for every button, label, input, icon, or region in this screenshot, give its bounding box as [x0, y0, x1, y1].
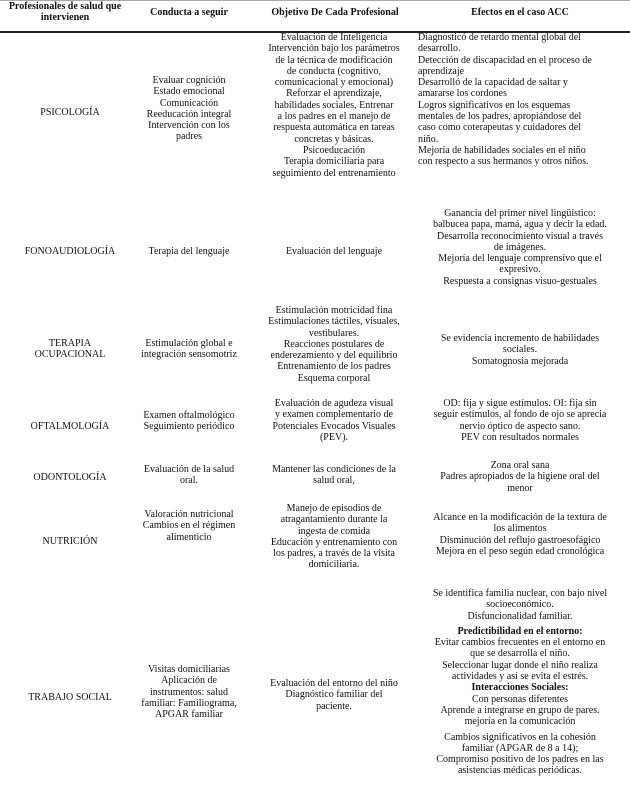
cell-line: Logros significativos en los esquemas: [418, 99, 571, 111]
cell-line: aprendizaje: [418, 65, 465, 77]
cell-objective: [258, 32, 410, 183]
cell-line: amararse los cordones: [418, 88, 507, 100]
cell-conduct: [130, 75, 248, 147]
cell-line: Seleccionar lugar donde el niño realiza: [442, 659, 598, 671]
cell-line: familiar (APGAR de 8 a 14);: [461, 742, 579, 754]
cell-line: expresivo.: [499, 264, 541, 276]
cell-effects: [414, 588, 626, 781]
cell-line: Evaluación de agudeza visual: [274, 398, 394, 409]
cell-line: Esquema corporal: [297, 372, 371, 384]
cell-group: [414, 588, 626, 622]
cell-line: mentales de los padres, apropiándose del: [418, 111, 582, 123]
cell-objective: [258, 305, 410, 388]
cell-line: Diagnosticó de retardo mental global del: [418, 32, 582, 43]
cell-line: Somatognosia mejorada: [471, 355, 569, 367]
cell-line: Entrenamiento de los padres: [277, 361, 391, 373]
cell-line: desarrollo.: [418, 43, 461, 55]
cell-group: [414, 626, 626, 728]
cell-line: los alimentos: [493, 523, 547, 535]
cell-line: Valoración nutricional: [144, 509, 234, 520]
cell-line: asistencias médicas periódicas.: [457, 765, 583, 777]
cell-line: Manejo de episodios de: [286, 503, 382, 514]
cell-line: Reacciones postulares de: [283, 338, 385, 350]
cell-line: Respuesta a consignas visuo-gestuales: [443, 275, 597, 287]
cell-line: Interacciones Sociales:: [471, 682, 569, 694]
cell-line: Reforzar el aprendizaje,: [286, 88, 382, 100]
cell-group: [414, 333, 626, 367]
cell-line: salud oral,: [313, 475, 355, 487]
cell-line: oral.: [179, 475, 199, 487]
cell-professional: [0, 338, 140, 365]
cell-group: [0, 536, 140, 547]
cell-effects: [414, 460, 626, 498]
cell-line: y examen complementario de: [274, 409, 393, 421]
cell-line: padres: [175, 131, 203, 143]
cell-line: TRABAJO SOCIAL: [28, 692, 112, 703]
cell-line: Cambios significativos en la cohesión: [444, 731, 596, 743]
cell-line: alimenticio: [166, 531, 212, 543]
cell-line: seguir estímulos, al fondo de ojo se aprecia: [433, 409, 607, 421]
cell-group: [258, 503, 410, 571]
cell-conduct: [130, 410, 248, 437]
cell-line: Disminución del reflujo gastroesofágico: [439, 534, 601, 546]
cell-group: [130, 664, 248, 720]
cell-line: Seguimiento periódico: [143, 421, 235, 433]
cell-group: [258, 305, 410, 384]
cell-effects: [414, 512, 626, 561]
cell-line: comunicacional y emocional): [274, 77, 394, 89]
cell-line: de imágenes.: [493, 241, 547, 253]
cell-line: Estimulación global e: [145, 338, 233, 349]
cell-line: FONOAUDIOLOGÍA: [24, 246, 116, 257]
cell-line: ODONTOLOGÍA: [33, 472, 107, 483]
cell-line: paciente.: [316, 700, 352, 712]
cell-line: OCUPACIONAL: [34, 349, 106, 361]
cell-line: Evaluación de la salud: [143, 464, 235, 475]
cell-line: Comunicación: [159, 97, 219, 109]
cell-professional: [0, 246, 140, 261]
cell-professional: [0, 472, 140, 487]
cell-professional: [0, 536, 140, 551]
cell-line: (PEV).: [319, 431, 349, 443]
cell-group: [414, 208, 626, 287]
cell-group: [0, 421, 140, 432]
cell-group: [258, 246, 410, 257]
cell-line: Reeducación integral: [146, 108, 232, 120]
cell-line: ingesta de comida: [297, 525, 371, 537]
cell-line: nervio óptico de aspecto sano.: [459, 420, 581, 432]
cell-line: NUTRICIÓN: [42, 536, 98, 547]
cell-group: [0, 338, 140, 361]
cell-line: Ganancia del primer nivel lingüístico:: [444, 208, 596, 219]
header-effects: Efectos en el caso ACC: [471, 7, 569, 18]
cell-line: Potenciales Evocados Visuales: [272, 420, 396, 432]
cell-line: Evaluación del entorno del niño: [270, 678, 398, 689]
cell-line: Estimulación motricidad fina: [275, 305, 393, 316]
cell-group: [414, 732, 626, 777]
cell-line: Desarrolla reconocimiento visual a través: [436, 230, 604, 242]
cell-line: OD: fija y sigue estímulos. OI: fija sin: [443, 398, 597, 409]
cell-line: caso como coterapeutas y cuidadores del: [418, 122, 581, 134]
cell-line: Desarrolló de la capacidad de saltar y: [418, 77, 568, 89]
cell-line: Intervención bajo los parámetros: [268, 43, 400, 55]
cell-line: Cambios en el régimen: [142, 520, 236, 532]
cell-group: [130, 464, 248, 487]
cell-line: vestibulares.: [308, 327, 360, 339]
cell-group: [258, 398, 410, 443]
cell-line: instrumentos: salud: [149, 686, 229, 698]
cell-line: Educación y entrenamiento con: [270, 536, 398, 548]
cell-effects: [418, 32, 630, 172]
cell-line: con respecto a sus hermanos y otros niños.: [418, 156, 589, 168]
cell-line: Mejora en el peso según edad cronológica: [435, 545, 605, 557]
cell-line: de la técnica de modificación: [275, 54, 393, 66]
header-conduct: Conducta a seguir: [150, 7, 228, 18]
cell-professional: [0, 107, 140, 122]
cell-line: Evaluación del lenguaje: [285, 246, 383, 257]
cell-line: Zona oral sana: [490, 460, 550, 471]
cell-objective: [258, 678, 410, 716]
cell-line: Padres apropiados de la higiene oral del: [440, 471, 600, 483]
cell-effects: [414, 208, 626, 291]
header-professionals: Profesionales de salud que intervienen: [8, 1, 122, 23]
cell-objective: [258, 246, 410, 261]
cell-line: los padres, a través de la visita: [273, 548, 395, 560]
cell-line: a los padres en el manejo de: [277, 111, 391, 123]
cell-group: [0, 692, 140, 703]
cell-line: APGAR familiar: [154, 709, 224, 721]
cell-line: que se desarrolla el niño.: [470, 648, 570, 660]
cell-effects: [414, 333, 626, 371]
cell-line: Compromiso positivo de los padres en las: [436, 754, 604, 766]
cell-group: [130, 410, 248, 433]
cell-line: domiciliaria.: [308, 559, 360, 571]
cell-objective: [258, 503, 410, 575]
header-objective: Objetivo De Cada Profesional: [271, 7, 399, 18]
cell-line: sociales.: [502, 344, 538, 356]
cell-line: mejoría en la comunicación: [464, 716, 576, 728]
cell-line: Aprende a integrarse en grupo de pares.: [440, 704, 600, 716]
cell-line: Evaluación de Inteligencia: [280, 32, 388, 43]
cell-line: Se identifica familia nuclear, con bajo nivel: [432, 588, 608, 599]
cell-line: socioeconómico.: [486, 599, 554, 611]
cell-group: [414, 398, 626, 443]
cell-line: de conducta (cognitivo,: [286, 65, 382, 77]
cell-line: Aplicación de: [161, 675, 217, 687]
cell-line: integración sensomotriz: [141, 349, 237, 361]
cell-group: [258, 678, 410, 712]
cell-line: Terapia del lenguaje: [148, 246, 230, 257]
cell-group: [258, 464, 410, 487]
cell-group: [130, 246, 248, 257]
cell-line: Terapia domiciliaria para: [283, 156, 385, 168]
cell-line: concretas y básicas.: [294, 133, 374, 145]
cell-line: Mejoría del lenguaje comprensivo que el: [438, 253, 602, 265]
cell-professional: [0, 692, 140, 707]
cell-line: Estimulaciones táctiles, visuales,: [268, 316, 400, 328]
cell-conduct: [130, 664, 248, 724]
cell-conduct: [130, 246, 248, 261]
cell-line: menor: [507, 482, 533, 494]
cell-objective: [258, 398, 410, 447]
cell-line: Evaluar cognición: [152, 75, 226, 86]
cell-line: Mejoría de habilidades sociales en el niño: [418, 144, 586, 156]
cell-line: seguimiento del entrenamiento: [272, 167, 396, 179]
cell-group: [130, 338, 248, 361]
cell-line: niño.: [418, 133, 439, 145]
cell-line: Se evidencia incremento de habilidades: [440, 333, 600, 344]
cell-line: atragantamiento durante la: [280, 514, 388, 526]
cell-professional: [0, 421, 140, 436]
cell-group: [130, 75, 248, 143]
cell-line: Mantener las condiciones de la: [272, 464, 396, 475]
cell-line: familiar: Familiograma,: [141, 697, 237, 709]
cell-line: actividades y así se evita el estrés.: [451, 671, 589, 683]
cell-line: balbucea papa, mamá, agua y decir la edad.: [433, 219, 607, 231]
cell-line: Alcance en la modificación de la textura de: [433, 512, 607, 523]
cell-line: Con personas diferentes: [471, 693, 569, 705]
cell-line: respuesta automática en tareas: [273, 122, 395, 134]
cell-group: [0, 472, 140, 483]
cell-line: Visitas domiciliarias: [148, 664, 230, 675]
cell-line: Psicoeducación: [302, 144, 366, 156]
cell-group: [0, 246, 140, 257]
cell-group: [258, 32, 410, 179]
cell-line: Disfuncionalidad familiar.: [467, 610, 573, 622]
cell-line: Estado emocional: [153, 86, 225, 98]
cell-line: Evitar cambios frecuentes en el entorno en: [434, 637, 606, 649]
cell-line: Predictibilidad en el entorno:: [457, 625, 583, 637]
cell-line: PSICOLOGÍA: [40, 107, 100, 118]
cell-effects: [414, 398, 626, 447]
cell-line: OFTALMOLOGÍA: [30, 421, 110, 432]
cell-line: habilidades sociales, Entrenar: [274, 99, 394, 111]
cell-line: Examen oftalmológico: [143, 410, 235, 421]
cell-line: enderezamiento y del equilibrio: [270, 350, 398, 362]
cell-line: Detección de discapacidad en el proceso de: [418, 54, 592, 66]
cell-line: PEV con resultados normales: [461, 431, 579, 443]
cell-group: [418, 32, 630, 168]
cell-line: Diagnóstico familiar del: [285, 689, 383, 701]
cell-group: [414, 460, 626, 494]
cell-line: TERAPIA: [48, 338, 92, 349]
cell-group: [414, 512, 626, 557]
cell-line: Intervención con los: [148, 120, 230, 132]
cell-conduct: [130, 464, 248, 491]
cell-conduct: [130, 509, 248, 547]
cell-objective: [258, 464, 410, 491]
cell-group: [0, 107, 140, 118]
cell-conduct: [130, 338, 248, 365]
cell-group: [130, 509, 248, 543]
